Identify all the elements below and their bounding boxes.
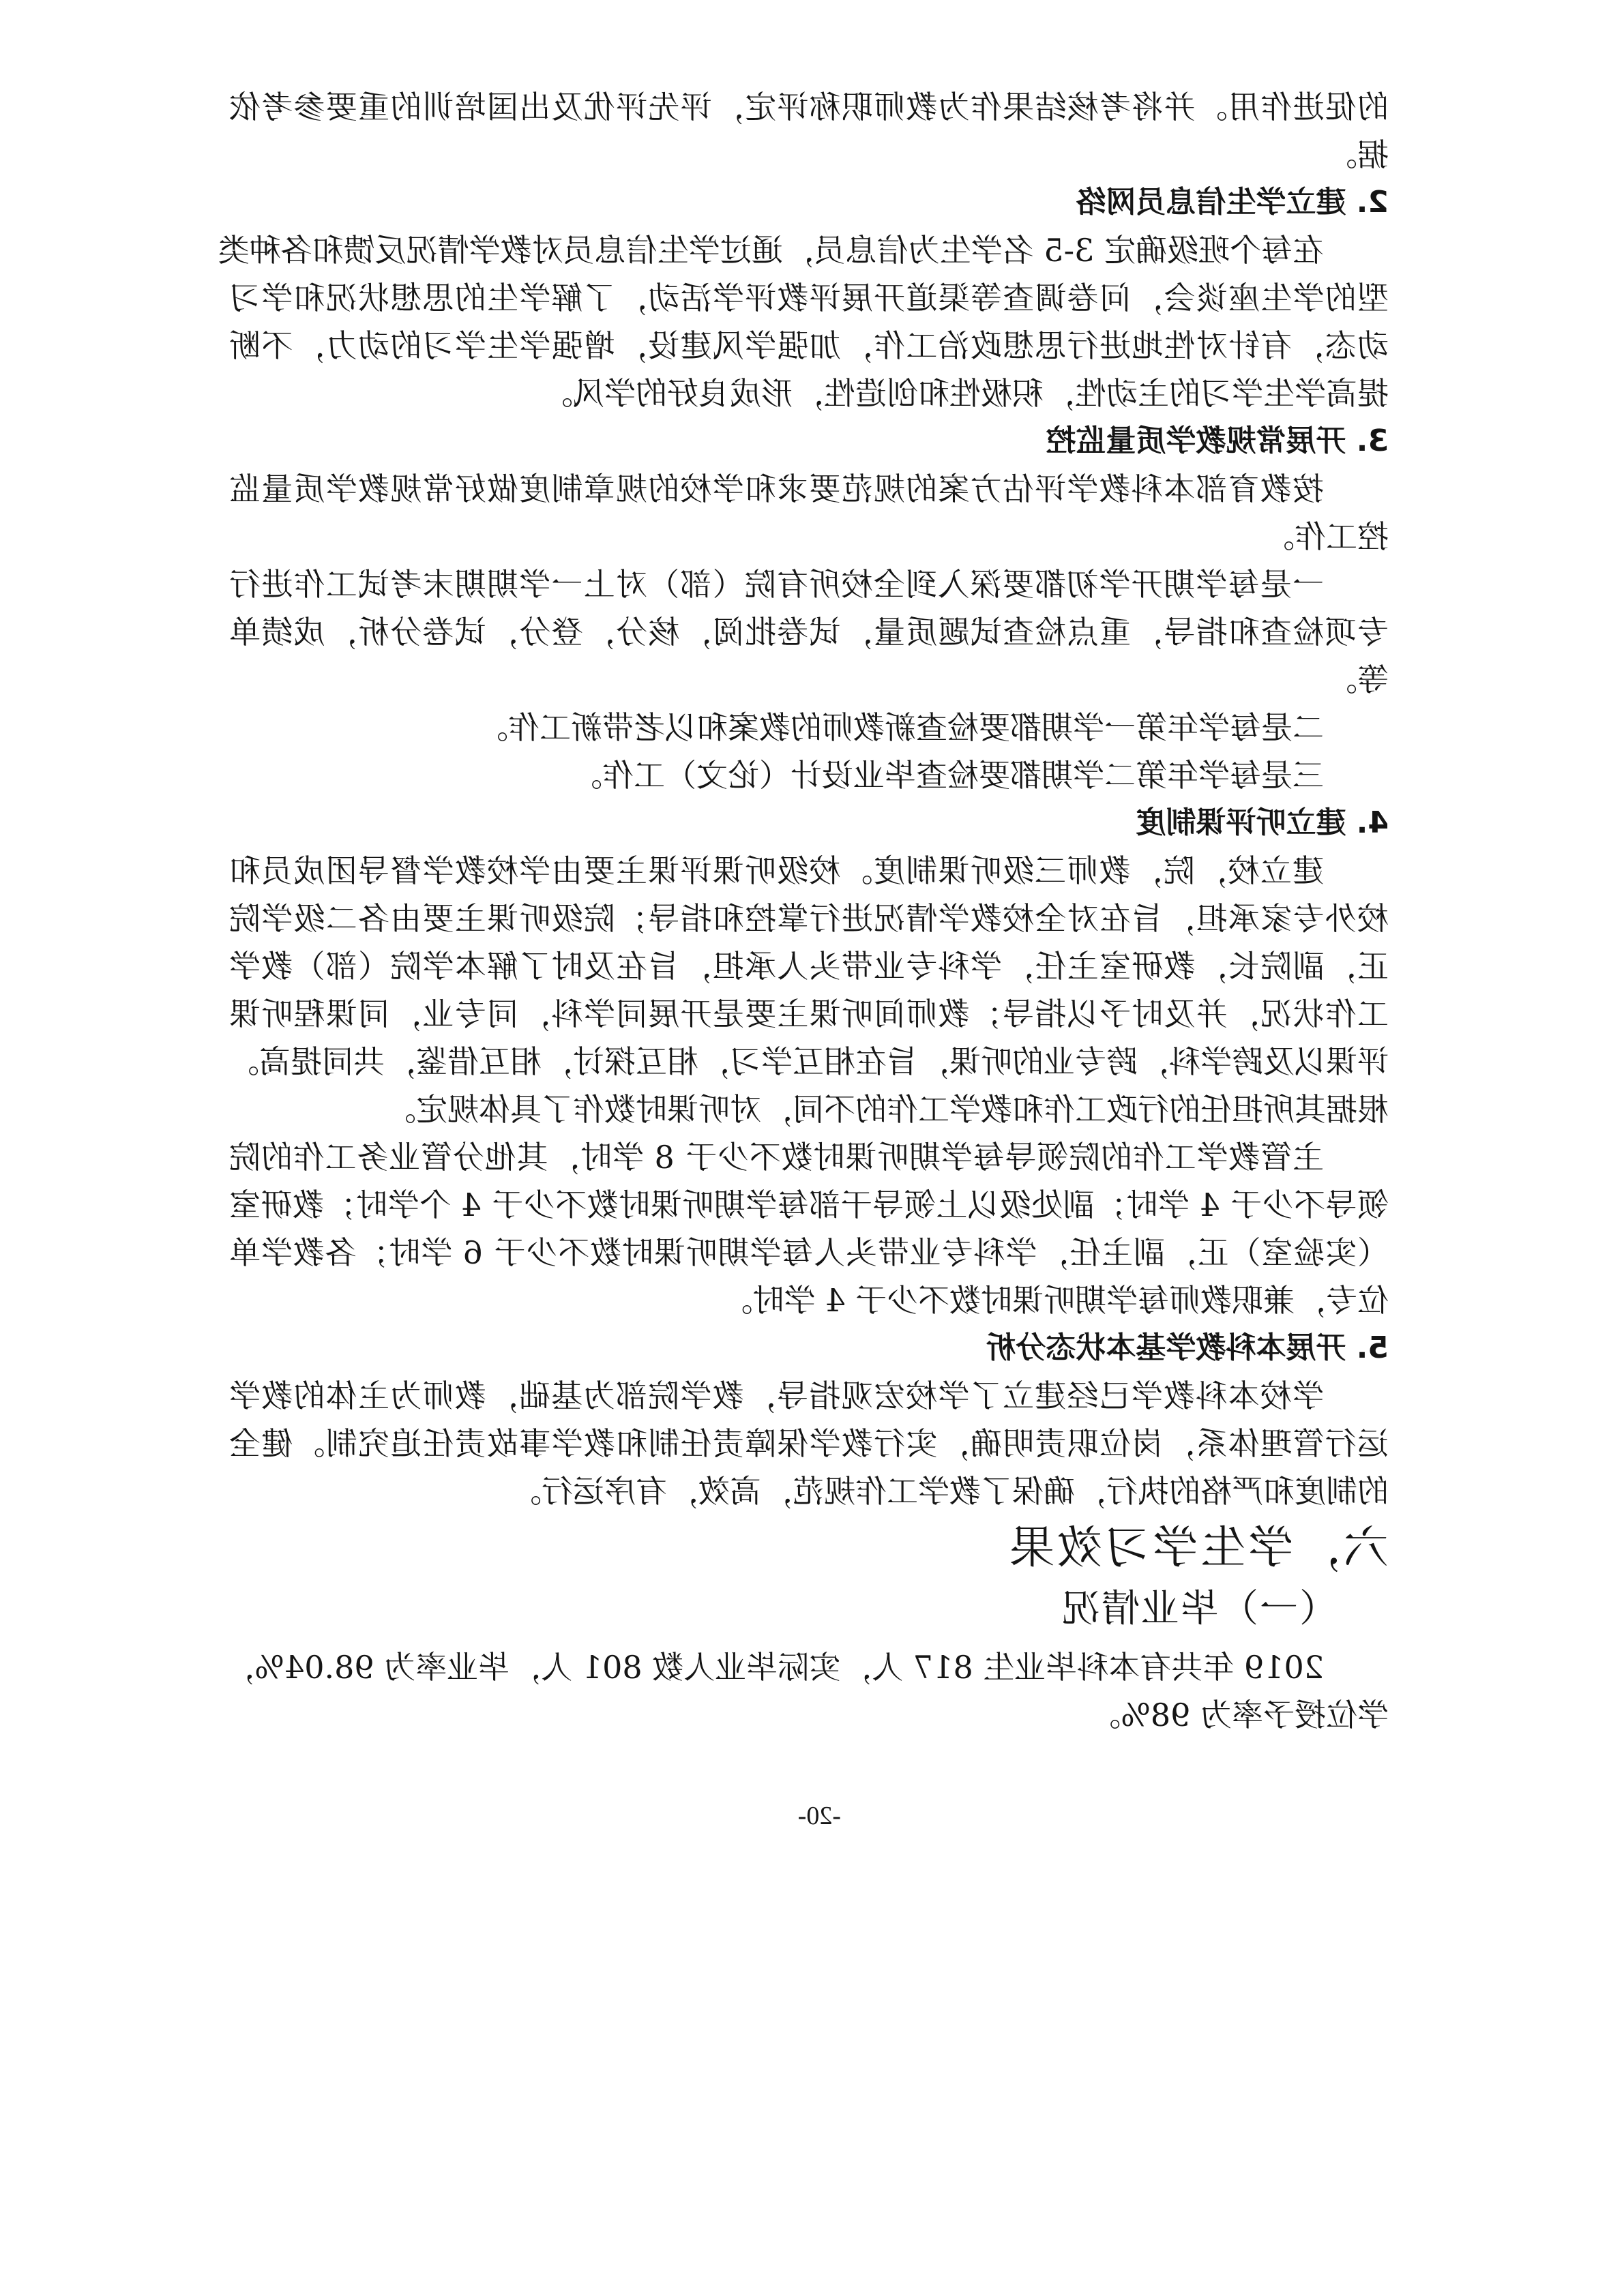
- paragraph-line: 动态，有针对性地进行思想政治工作，加强学风建设，增强学生学习的动力，不断: [229, 327, 1389, 364]
- paragraph-line: 校外专家承担，旨在对全校教学情况进行掌控和指导；院级听课主要由各二级学院: [229, 900, 1389, 937]
- paragraph-line: 控工作。: [1263, 518, 1389, 555]
- paragraph-line: 学位授予率为 98%。: [1089, 1697, 1389, 1733]
- paragraph-line: 评课以及跨学科，跨专业的听课，旨在相互学习，相互探讨，相互借鉴，共同提高。: [228, 1043, 1389, 1080]
- page-number: -20-: [797, 1802, 841, 1830]
- paragraph-line: 位专，兼职教师每学期听课时数不少于 4 学时。: [721, 1282, 1389, 1319]
- paragraph-line: 建立校，院，教师三级听课制度。校级听课评课主要由学校教学督导团成员和: [229, 852, 1324, 889]
- paragraph-line: 按教育部本科教学评估方案的规范要求和学校的规章制度做好常规教学质量监: [229, 471, 1324, 507]
- chapter-title: 六，学生学习效果: [1007, 1521, 1389, 1574]
- paragraph-line: 的促进作用。并将考核结果作为教师职称评定，评先评优及出国培训的重要参考依: [229, 89, 1389, 125]
- paragraph-line: 根据其所担任的行政工作和教学工作的不同，对听课时数作了具体规定。: [385, 1091, 1389, 1128]
- chapter-subtitle: （一）毕业情况: [1061, 1587, 1338, 1631]
- section-heading-4: 4. 建立听评课制度: [1136, 805, 1389, 840]
- paragraph-line: 领导不少于 4 学时；副处级以上领导干部每学期听课时数不少于 4 个学时；教研室: [229, 1187, 1389, 1223]
- paragraph-line: 学校本科教学已经建立了学校宏观指导，教学院部为基础，教师为主体的教学: [229, 1377, 1324, 1414]
- section-heading-3: 3. 开展常规教学质量监控: [1046, 423, 1389, 458]
- paragraph-line: 2019 年共有本科毕业生 817 人，实际毕业人数 801 人，毕业率为 98.04%，: [223, 1649, 1324, 1686]
- paragraph-line: 据。: [1326, 136, 1389, 173]
- paragraph-line: 工作状况，并及时予以指导；教师间听课主要是开展同学科，同专业，同课程听课: [229, 996, 1389, 1032]
- paragraph-line: 运行管理体系，岗位职责明确，实行教学保障责任制和教学事故责任追究制。健全: [229, 1425, 1389, 1462]
- paragraph-line: 一是每学期开学初都要深入到全校所有院（部）对上一学期期末考试工作进行: [229, 566, 1324, 603]
- paragraph-line: 型的学生座谈会，问卷调查等渠道开展评教评学活动，了解学生的思想状况和学习: [229, 280, 1389, 316]
- paragraph-line: 二是每学年第一学期都要检查新教师的教案和以老带新工作。: [477, 709, 1324, 746]
- paragraph-line: 提高学生学习的主动性，积极性和创造性，形成良好的学风。: [542, 375, 1389, 412]
- paragraph-line: 主管教学工作的院领导每学期听课时数不少于 8 学时，其他分管业务工作的院: [229, 1139, 1324, 1176]
- paragraph-line: 等。: [1326, 661, 1389, 698]
- paragraph-line: 正，副院长，教研室主任，学科专业带头人承担，旨在及时了解本学院（部）教学: [229, 948, 1389, 985]
- section-heading-2: 2. 建立学生信息员网络: [1076, 185, 1389, 220]
- paragraph-line: 在每个班级确定 3-5 名学生为信息员，通过学生信息员对教学情况反馈和各种类: [218, 232, 1324, 269]
- paragraph-line: 三是每学年第二学期都要检查毕业设计（论文）工作。: [571, 757, 1324, 794]
- section-heading-5: 5. 开展本科教学基本状态分析: [986, 1330, 1389, 1365]
- paragraph-line: 的制度和严格的执行，确保了教学工作规范，高效，有序运行。: [510, 1473, 1389, 1510]
- paragraph-line: 专项检查和指导，重点检查试题质量，试卷批阅，核分，登分，试卷分析，成绩单: [229, 614, 1389, 651]
- paragraph-line: （实验室）正，副主任，学科专业带头人每学期听课时数不少于 6 学时；各教学单: [229, 1234, 1389, 1271]
